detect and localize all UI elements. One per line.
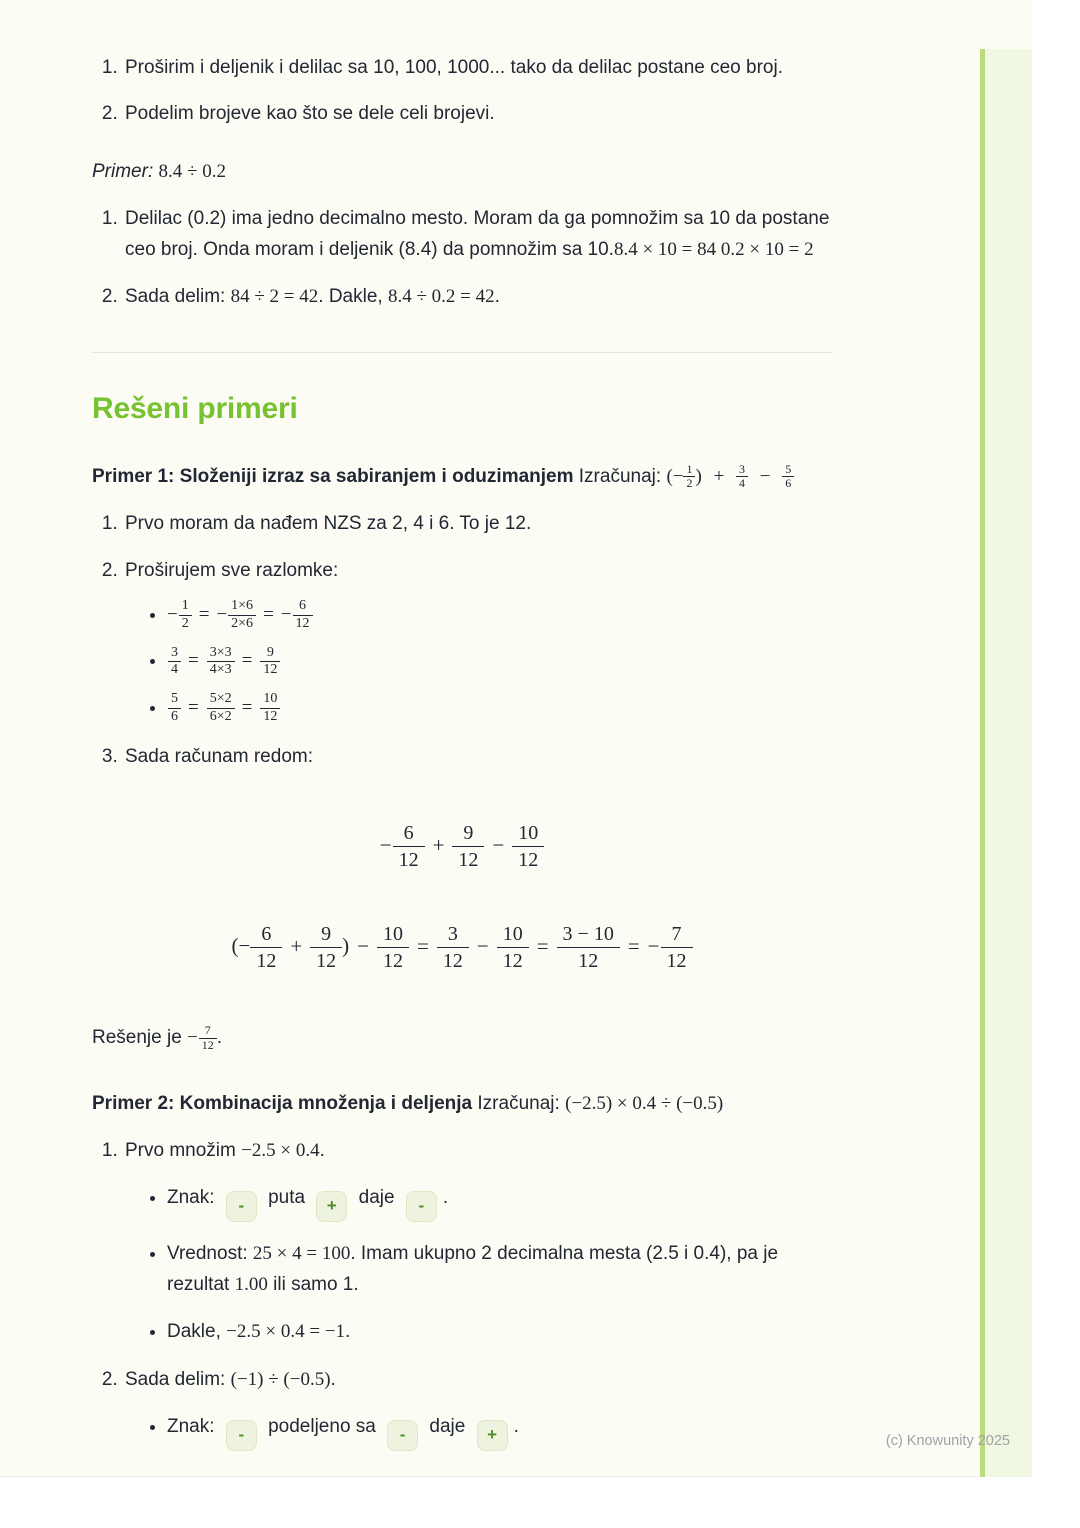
list-item	[123, 508, 832, 539]
fraction: $\frac{10}{12}$	[260, 691, 280, 726]
vrednost-row: • Vrednost: 25 × 4 = 100. Imam ukupno 2 decimalna mesta (2.5 i 0.4), pa je rezultat 1.00 ili samo 1.	[167, 1238, 832, 1301]
fraction: $\frac{3\times 3}{4\times 3}$	[207, 645, 235, 680]
division-procedure-list	[92, 52, 832, 130]
fraction: $\frac{3}{4}$	[736, 463, 748, 492]
fraction: $\frac{10}{12}$	[497, 921, 529, 974]
task-label: Izračunaj:	[578, 466, 662, 488]
highlight-panel	[980, 49, 1032, 1477]
sign-badge-minus: -	[406, 1191, 437, 1222]
primer1-heading	[92, 461, 832, 492]
sign-badge-plus: +	[477, 1420, 508, 1451]
step-text: Podelim brojeve kao što se dele celi brojevi.	[125, 103, 495, 125]
znak-text: daje	[358, 1187, 395, 1209]
inline-math: 8.4 ÷ 0.2	[158, 160, 226, 182]
list-item	[123, 98, 832, 129]
primer2-steps	[92, 1135, 832, 1451]
step-text: Proširujem sve razlomke:	[125, 559, 339, 581]
primer2-title: Primer 2: Kombinacija množenja i deljenja	[92, 1092, 473, 1114]
sign-rule-list	[125, 1411, 832, 1451]
list-item: 2. Sada delim: (−1) ÷ (−0.5). • Znak: - podeljeno sa - daje + .	[123, 1364, 832, 1451]
list-item	[123, 555, 832, 726]
list-item	[123, 52, 832, 83]
primer-label: Primer:	[92, 160, 154, 182]
inline-math: 1.00	[234, 1274, 268, 1296]
step-text: Prvo množim	[125, 1139, 242, 1161]
math-token: +	[713, 466, 725, 488]
fraction: $\frac{5\times 2}{6\times 2}$	[207, 691, 235, 726]
step-text: . Dakle,	[318, 285, 388, 307]
znak-text: daje	[429, 1416, 466, 1438]
inline-math: 84 ÷ 2 = 42	[230, 285, 319, 307]
math-token: )	[695, 466, 702, 488]
fraction: $\frac{10}{12}$	[377, 921, 409, 974]
primer-inline-line	[92, 156, 832, 187]
fraction: $\frac{9}{12}$	[260, 645, 280, 680]
inline-math: 8.4 × 10 = 84	[613, 239, 721, 261]
task-label: Izračunaj:	[477, 1092, 560, 1114]
divider	[92, 352, 832, 353]
primer1-expression	[666, 461, 794, 491]
inline-math: (−1) ÷ (−0.5)	[230, 1368, 331, 1390]
fraction: $\frac{1\times 6}{2\times 6}$	[228, 598, 256, 633]
primer2-heading	[92, 1088, 832, 1119]
step-text: Prvo moram da nađem NZS za 2, 4 i 6. To je 12.	[125, 513, 532, 535]
list-item	[123, 203, 832, 266]
fraction: $\frac{9}{12}$	[310, 921, 342, 974]
step-text: Sada delim:	[125, 285, 231, 307]
znak-text: puta	[268, 1187, 306, 1209]
inline-math: − $\frac{7}{12}$	[187, 1027, 217, 1048]
inline-math: 8.4 ÷ 0.2 = 42	[387, 285, 495, 307]
fraction-expansion-list	[125, 598, 832, 726]
division-example-steps	[92, 203, 832, 312]
fraction: $\frac{1}{2}$	[179, 598, 192, 633]
fraction: • $\frac{5}{6}$	[168, 691, 181, 726]
math-token: (−	[666, 466, 684, 488]
znak-row: • Znak: - puta + daje - .	[167, 1182, 832, 1222]
list-item	[123, 281, 832, 312]
list-item: 1. Prvo množim −2.5 × 0.4. • Znak: - puta + daje - . • Vrednost: 25 × 4 = 100. Imam ukupno 2 decimalna mesta (2.5 i 0.4), pa je rezultat 1.00 ili samo 1. • Dakle, −2.5 × 0.4 = −1.	[123, 1135, 832, 1348]
list-item	[123, 741, 832, 772]
fraction: $\frac{9}{12}$	[452, 820, 484, 873]
step-text: .	[494, 285, 500, 307]
fraction-expansion-item	[167, 645, 832, 680]
equation-2: (− $\frac{6}{12}$ + $\frac{9}{12}$ ) − $\frac{10}{12}$ = $\frac{3}{12}$ − $\frac{10}{12}$ = $\frac{3 - 10}{12}$ = − $\frac{7}{12}$	[92, 921, 832, 974]
fraction: $\frac{6}{12}$	[293, 598, 313, 633]
math-row: − $\frac{1}{2}$ = − $\frac{1\times 6}{2\times 6}$ = − $\frac{6}{12}$	[167, 604, 313, 625]
document-content	[92, 36, 832, 1467]
fraction: • $\frac{3}{4}$	[168, 645, 181, 680]
inline-math: 25 × 4 = 100	[252, 1242, 351, 1264]
fraction: $\frac{3}{12}$	[437, 921, 469, 974]
fraction: $\frac{1}{2}$	[683, 463, 695, 492]
equation-1: − $\frac{6}{12}$ + $\frac{9}{12}$ − $\frac{10}{12}$	[92, 820, 832, 873]
step-text: Proširim i deljenik i delilac sa 10, 100, 1000... tako da delilac postane ceo broj.	[125, 57, 783, 78]
fraction: $\frac{6}{12}$	[393, 820, 425, 873]
sign-rule-list	[125, 1182, 832, 1348]
fraction: $\frac{7}{12}$	[199, 1024, 217, 1053]
math-row: • $\frac{3}{4}$ = $\frac{3\times 3}{4\times 3}$ = $\frac{9}{12}$	[167, 650, 280, 671]
inline-math: 0.2 × 10 = 2	[720, 239, 814, 261]
znak-text: podeljeno sa	[268, 1416, 376, 1438]
sign-badge-minus: -	[226, 1420, 257, 1451]
znak-label: Znak:	[167, 1416, 215, 1438]
copyright-text: (c) Knowunity 2025	[885, 1433, 1010, 1449]
fraction: $\frac{3 - 10}{12}$	[557, 921, 620, 974]
inline-math: −2.5 × 0.4	[241, 1139, 320, 1161]
inline-math: −2.5 × 0.4 = −1	[226, 1321, 346, 1343]
znak-label: Znak:	[167, 1187, 215, 1209]
fraction: $\frac{10}{12}$	[512, 820, 544, 873]
fraction-expansion-item	[167, 598, 832, 633]
znak-row: • Znak: - podeljeno sa - daje + .	[167, 1411, 832, 1451]
math-row: • $\frac{5}{6}$ = $\frac{5\times 2}{6\times 2}$ = $\frac{10}{12}$	[167, 697, 280, 718]
fraction: $\frac{5}{6}$	[782, 463, 794, 492]
fraction-expansion-item	[167, 691, 832, 726]
primer1-steps	[92, 508, 832, 772]
step-text: Sada delim:	[125, 1368, 231, 1390]
primer1-title: Primer 1: Složeniji izraz sa sabiranjem i oduzimanjem	[92, 466, 574, 488]
dakle-row: • Dakle, −2.5 × 0.4 = −1.	[167, 1316, 832, 1347]
sign-badge-plus: +	[316, 1191, 347, 1222]
fraction: $\frac{6}{12}$	[250, 921, 282, 974]
fraction: $\frac{7}{12}$	[661, 921, 693, 974]
sign-badge-minus: -	[226, 1191, 257, 1222]
section-title: Rešeni primeri	[92, 392, 298, 426]
primer2-expression: (−2.5) × 0.4 ÷ (−0.5)	[565, 1092, 724, 1114]
step-text: Delilac (0.2) ima jedno decimalno mesto. Moram da ga pomnožim sa 10 da postane ceo broj. Onda moram i deljenik (8.4) da pomnožim sa 10.	[125, 208, 830, 261]
sign-badge-minus: -	[387, 1420, 418, 1451]
result-line: Rešenje je − $\frac{7}{12}$ .	[92, 1022, 223, 1052]
math-token: −	[759, 466, 771, 488]
step-text: Sada računam redom:	[125, 745, 313, 767]
